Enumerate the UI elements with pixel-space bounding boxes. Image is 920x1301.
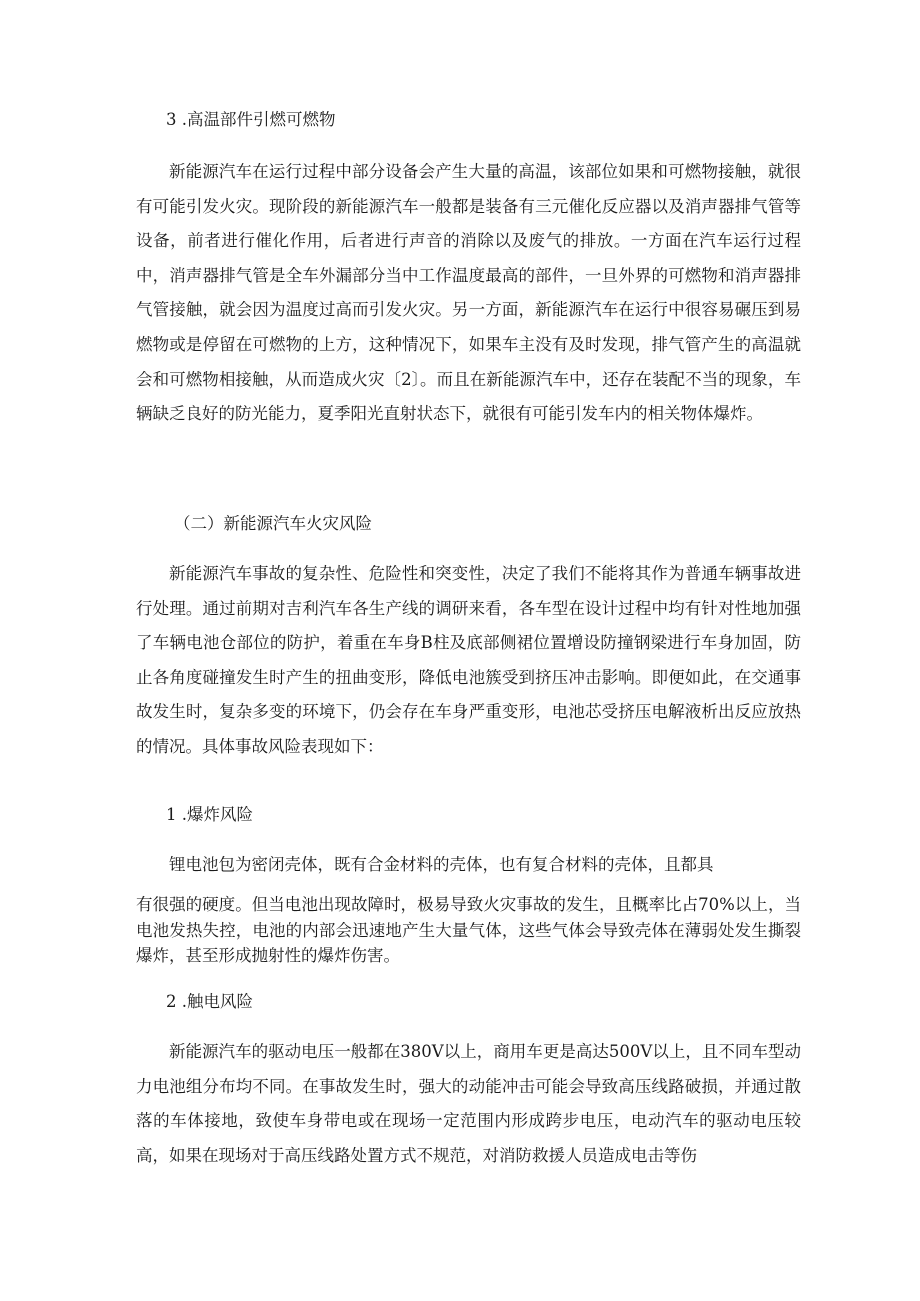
risk-1-paragraph-first-line: 锂电池包为密闭壳体，既有合金材料的壳体，也有复合材料的壳体，且都具 [169, 855, 714, 874]
risk-2-paragraph: 新能源汽车的驱动电压一般都在380V以上，商用车更是高达500V以上，且不同车型动力电池组分布均不同。在事故发生时，强大的动能冲击可能会导致高压线路破损，并通过散落的车体接地，致使车身带电或在现场一定范围内形成跨步电压，电动汽车的驱动电压较高，如果在现场对于高压线路处置方式不规范，对消防救援人员造成电击等伤 [136, 1042, 801, 1165]
risk-2-heading: 2 .触电风险 [166, 992, 253, 1011]
section-3-heading: 3 .高温部件引燃可燃物 [166, 110, 336, 129]
part-2-paragraph: 新能源汽车事故的复杂性、危险性和突变性，决定了我们不能将其作为普通车辆事故进行处理。通过前期对吉利汽车各生产线的调研来看，各车型在设计过程中均有针对性地加强了车辆电池仓部位的防护，着重在车身B柱及底部侧裙位置增设防撞钢梁进行车身加固，防止各角度碰撞发生时产生的扭曲变形，降低电池簇受到挤压冲击影响。即便如此，在交通事故发生时，复杂多变的环境下，仍会存在车身严重变形，电池芯受挤压电解液析出反应放热的情况。具体事故风险表现如下： [136, 564, 801, 756]
risk-1-paragraph-continuation: 有很强的硬度。但当电池出现故障时，极易导致火灾事故的发生，且概率比占70%以上，当电池发热失控，电池的内部会迅速地产生大量气体，这些气体会导致壳体在薄弱处发生撕裂爆炸，甚至形成抛射性的爆炸伤害。 [136, 895, 801, 965]
section-3-paragraph: 新能源汽车在运行过程中部分设备会产生大量的高温，该部位如果和可燃物接触，就很有可能引发火灾。现阶段的新能源汽车一般都是装备有三元催化反应器以及消声器排气管等设备，前者进行催化作用，后者进行声音的消除以及废气的排放。一方面在汽车运行过程中，消声器排气管是全车外漏部分当中工作温度最高的部件，一旦外界的可燃物和消声器排气管接触，就会因为温度过高而引发火灾。另一方面，新能源汽车在运行中很容易碾压到易燃物或是停留在可燃物的上方，这种情况下，如果车主没有及时发现，排气管产生的高温就会和可燃物相接触，从而造成火灾〔2〕。而且在新能源汽车中，还存在装配不当的现象，车辆缺乏良好的防光能力，夏季阳光直射状态下，就很有可能引发车内的相关物体爆炸。 [136, 162, 801, 424]
part-2-heading: （二）新能源汽车火灾风险 [174, 514, 372, 533]
risk-1-heading: 1 .爆炸风险 [166, 805, 253, 824]
